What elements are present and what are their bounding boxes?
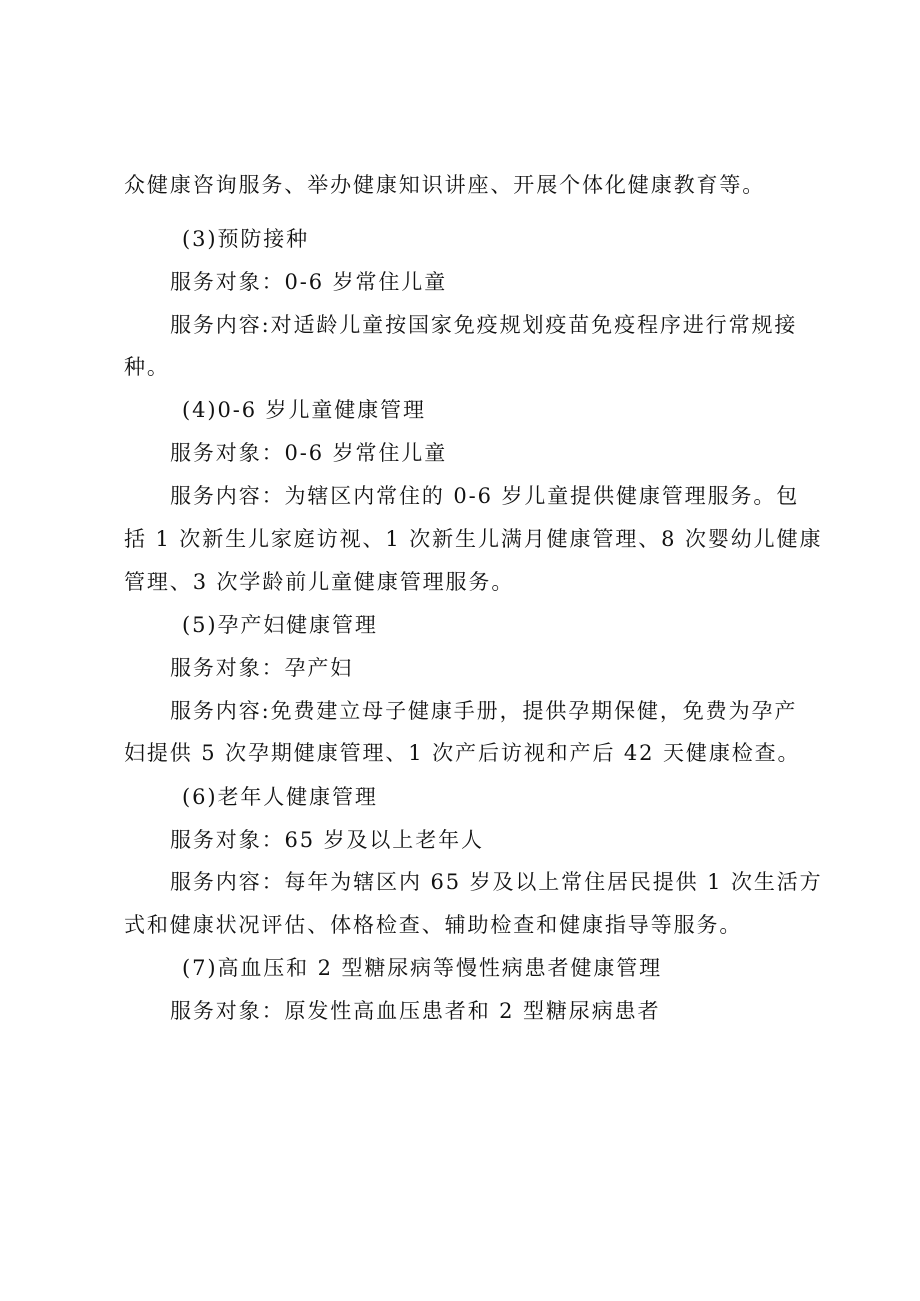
paragraph-line: 妇提供 5 次孕期健康管理、1 次产后访视和产后 42 天健康检查。 — [124, 741, 801, 765]
service-target-line: 服务对象：孕产妇 — [170, 656, 354, 680]
paragraph-line: 式和健康状况评估、体格检查、辅助检查和健康指导等服务。 — [124, 913, 743, 937]
section-heading-child-health: (4)0-6 岁儿童健康管理 — [182, 398, 426, 422]
service-content-line: 服务内容：每年为辖区内 65 岁及以上常住居民提供 1 次生活方 — [170, 870, 823, 894]
paragraph-line: 管理、3 次学龄前儿童健康管理服务。 — [124, 570, 515, 594]
section-heading-maternal-health: (5)孕产妇健康管理 — [182, 613, 378, 637]
service-target-line: 服务对象：原发性高血压患者和 2 型糖尿病患者 — [170, 999, 661, 1023]
service-content-line: 服务内容：为辖区内常住的 0-6 岁儿童提供健康管理服务。包 — [170, 484, 800, 508]
paragraph-line: 括 1 次新生儿家庭访视、1 次新生儿满月健康管理、8 次婴幼儿健康 — [124, 527, 823, 551]
service-target-line: 服务对象：0-6 岁常住儿童 — [170, 270, 448, 294]
section-heading-elderly-health: (6)老年人健康管理 — [182, 785, 378, 809]
paragraph-line: 种。 — [124, 355, 170, 379]
service-target-line: 服务对象：65 岁及以上老年人 — [170, 828, 484, 852]
section-heading-immunization: (3)预防接种 — [182, 227, 310, 251]
service-content-line: 服务内容:对适龄儿童按国家免疫规划疫苗免疫程序进行常规接 — [170, 313, 798, 337]
service-content-line: 服务内容:免费建立母子健康手册，提供孕期保健，免费为孕产 — [170, 699, 798, 723]
service-target-line: 服务对象：0-6 岁常住儿童 — [170, 441, 448, 465]
paragraph-line: 众健康咨询服务、举办健康知识讲座、开展个体化健康教育等。 — [124, 173, 766, 197]
section-heading-chronic-disease: (7)高血压和 2 型糖尿病等慢性病患者健康管理 — [182, 956, 663, 980]
